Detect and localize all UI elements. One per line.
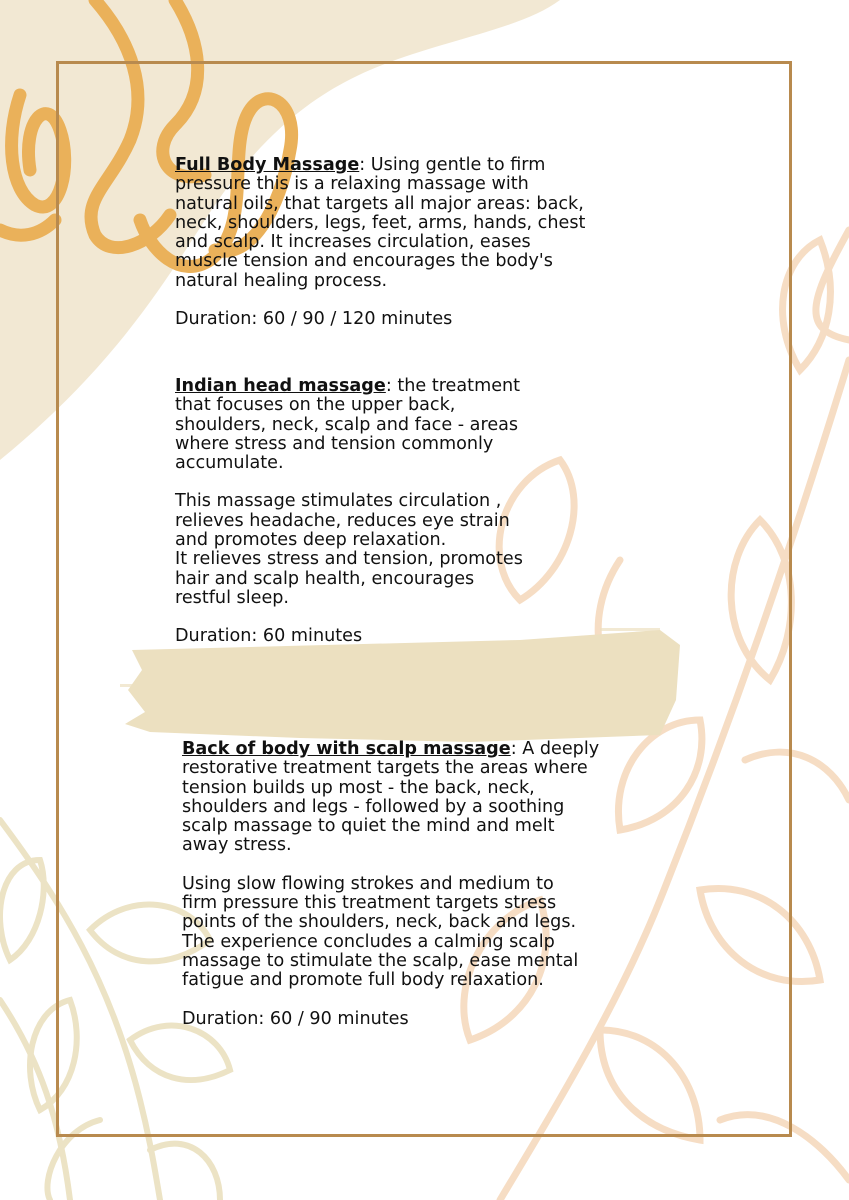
- indian-head-massage-duration: Duration: 60 minutes: [175, 626, 363, 647]
- full-body-massage-section: Full Body Massage: Using gentle to firm pressure this is a relaxing massage with natural oils, that targets all major areas: back, neck, shoulders, legs, feet, arms, hands, chest and scalp. It increases circulation, eases muscle tension and encourages the body's natural healing process. Duration: 60 / 90 / 120 minutes: [175, 155, 586, 330]
- full-body-massage-title: Full Body Massage: [175, 155, 360, 175]
- indian-head-massage-title: Indian head massage: [175, 376, 386, 396]
- indian-head-massage-section: Indian head massage: the treatment that focuses on the upper back, shoulders, neck, scalp and face - areas where stress and tension commonly accumulate. This massage stimulates circulation , relieves headache, reduces eye strain and promotes deep relaxation. It relieves stress and tension, promotes hair and scalp health, encourages restful sleep. Duration: 60 minutes: [175, 376, 523, 647]
- back-scalp-massage-duration: Duration: 60 / 90 minutes: [182, 1008, 409, 1029]
- full-body-massage-duration: Duration: 60 / 90 / 120 minutes: [175, 309, 453, 330]
- back-scalp-massage-section: Back of body with scalp massage: A deeply restorative treatment targets the areas where tension builds up most - the back, neck, shoulders and legs - followed by a soothing scalp massage to quiet the mind and melt away stress. Using slow flowing strokes and medium to firm pressure this treatment targets stress points of the shoulders, neck, back and legs. The experience concludes a calming scalp massage to stimulate the scalp, ease mental fatigue and promote full body relaxation. Duration: 60 / 90 minutes: [182, 739, 600, 1029]
- back-scalp-massage-title: Back of body with scalp massage: [182, 739, 511, 759]
